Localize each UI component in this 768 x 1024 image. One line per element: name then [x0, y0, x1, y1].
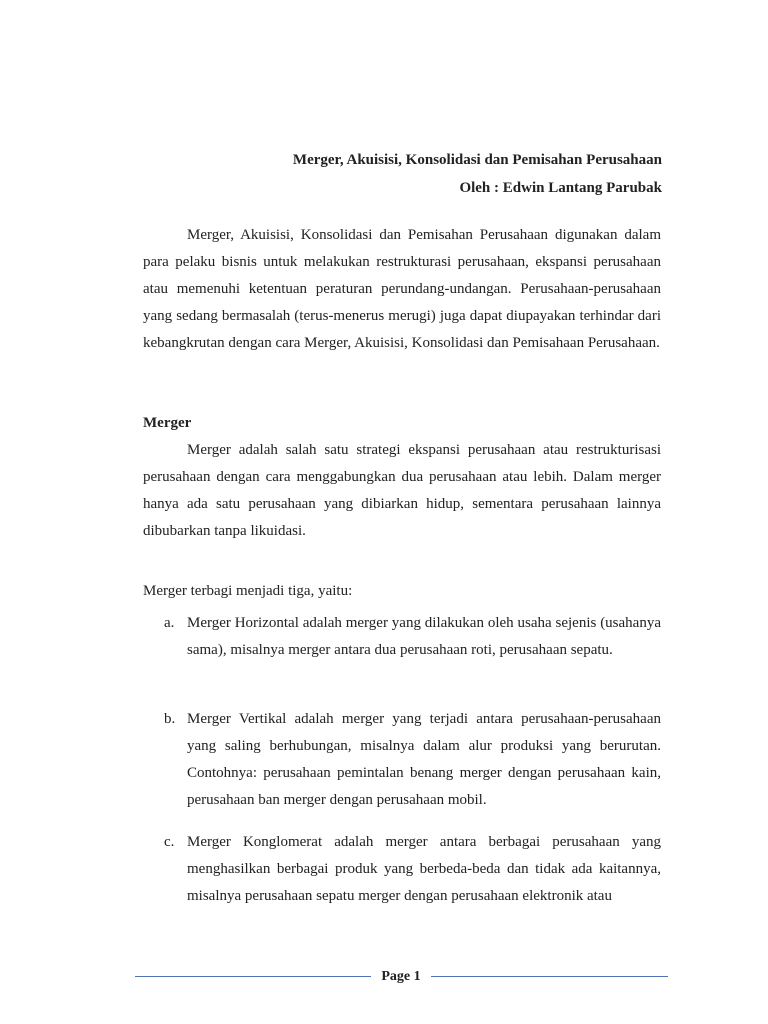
page-number: Page 1 — [381, 969, 421, 984]
section-heading-merger: Merger — [143, 415, 192, 431]
list-marker: a. — [164, 615, 175, 631]
document-author: Oleh : Edwin Lantang Parubak — [459, 180, 662, 196]
footer-rule-right — [431, 976, 668, 977]
list-item-text: Merger Konglomerat adalah merger antara berbagai perusahaan yang menghasilkan berbagai produk yang berbeda-beda dan tidak ada kaitannya, misalnya perusahaan sepatu merger dengan perusahaan elektronik atau — [187, 834, 661, 904]
document-title: Merger, Akuisisi, Konsolidasi dan Pemisahan Perusahaan — [292, 152, 662, 168]
merger-definition-paragraph: Merger adalah salah satu strategi ekspansi perusahaan atau restrukturisasi perusahaan dengan cara menggabungkan dua perusahaan atau lebih. Dalam merger hanya ada satu perusahaan yang dibiarkan hidup, sementara perusahaan lainnya dibubarkan tanpa likuidasi. — [143, 442, 661, 539]
list-marker: b. — [164, 711, 176, 727]
list-item-text: Merger Vertikal adalah merger yang terjadi antara perusahaan-perusahaan yang saling berhubungan, misalnya dalam alur produksi yang berurutan. Contohnya: perusahaan pemintalan benang merger dengan perusahaan kain, perusahaan ban merger dengan perusahaan mobil. — [187, 711, 661, 808]
page-footer — [135, 966, 668, 988]
list-marker: c. — [164, 834, 175, 850]
merger-types-intro: Merger terbagi menjadi tiga, yaitu: — [143, 583, 353, 599]
intro-paragraph: Merger, Akuisisi, Konsolidasi dan Pemisahan Perusahaan digunakan dalam para pelaku bisnis untuk melakukan restrukturasi perusahaan, ekspansi perusahaan atau memenuhi ketentuan peraturan perundang-undangan. Perusahaan-perusahaan yang sedang bermasalah (terus-menerus merugi) juga dapat diupayakan terhindar dari kebangkrutan dengan cara Merger, Akuisisi, Konsolidasi dan Pemisahaan Perusahaan. — [143, 227, 661, 351]
title-block — [293, 146, 662, 202]
list-item — [143, 706, 661, 814]
footer-rule-left — [135, 976, 371, 977]
list-item-text: Merger Horizontal adalah merger yang dilakukan oleh usaha sejenis (usahanya sama), misalnya merger antara dua perusahaan roti, perusahaan sepatu. — [187, 615, 661, 658]
list-item — [143, 829, 661, 910]
list-item — [143, 610, 661, 664]
